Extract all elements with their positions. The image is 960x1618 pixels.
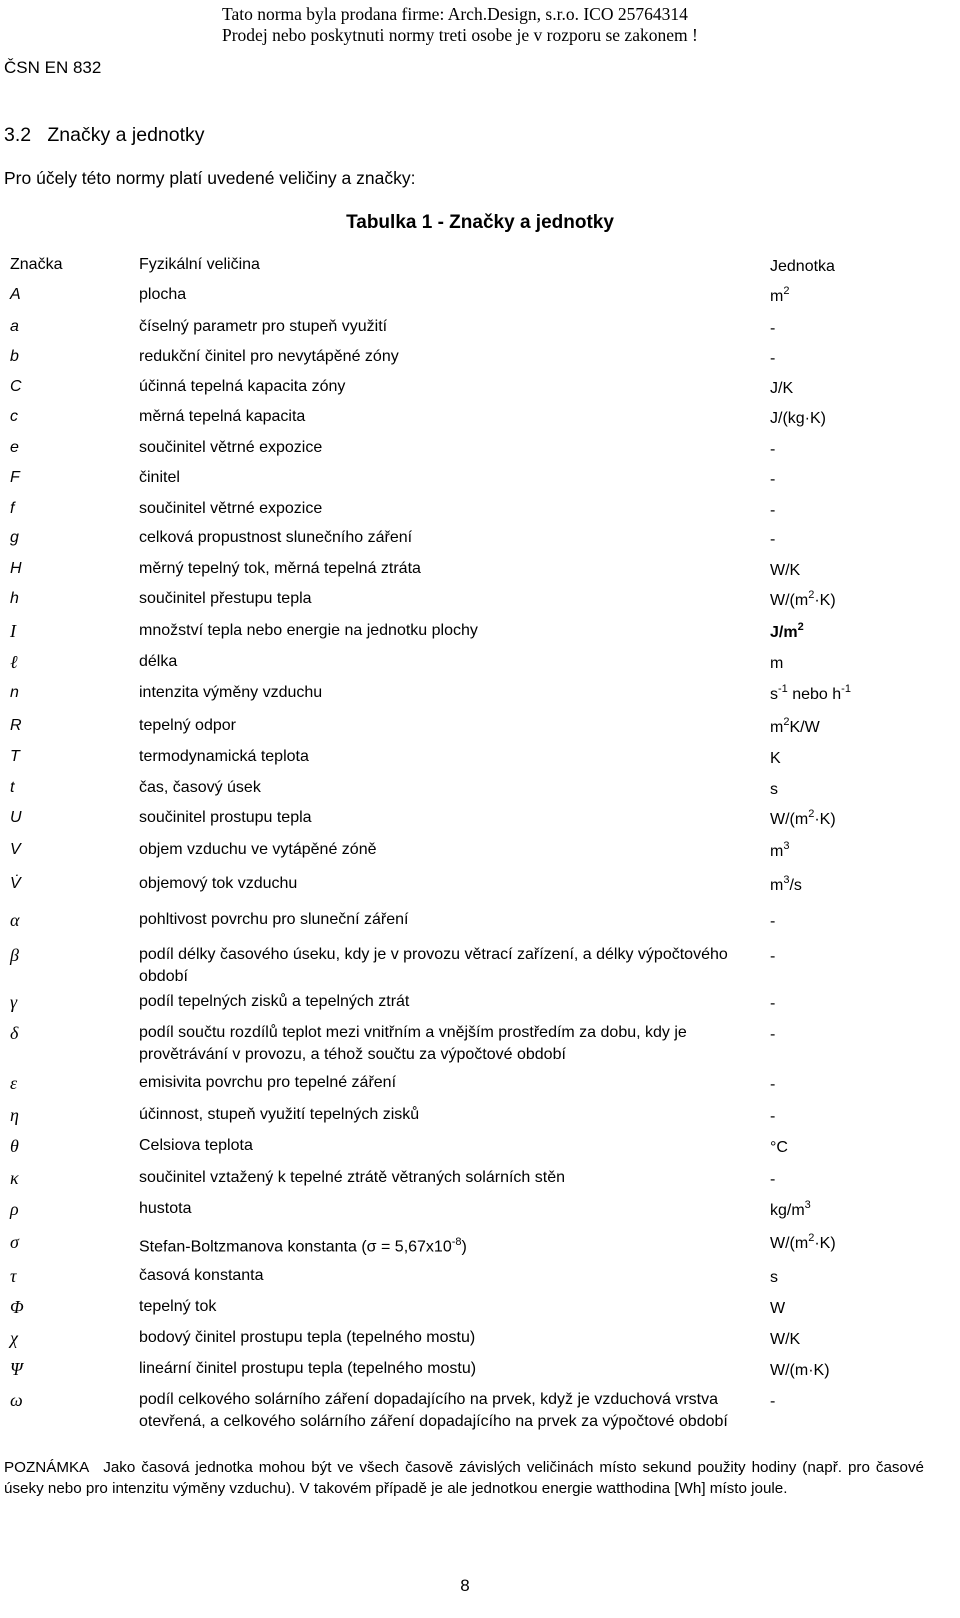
row-quantity <box>139 746 779 768</box>
quantity-text: podíl tepelných zisků a tepelných ztrát <box>139 993 410 1010</box>
row-unit <box>770 1137 940 1159</box>
row-unit <box>770 560 940 582</box>
row-quantity <box>139 1135 779 1157</box>
row-symbol: n <box>10 684 19 701</box>
row-quantity <box>139 1072 779 1094</box>
row-unit <box>770 348 940 370</box>
unit-text: - <box>770 441 776 458</box>
unit-text-after: ·K) <box>814 1235 836 1252</box>
unit-text: - <box>770 1026 776 1043</box>
row-symbol: U <box>10 809 22 826</box>
row-unit <box>770 1233 940 1255</box>
unit-text-after: nebo h <box>787 686 842 703</box>
row-symbol: b <box>10 348 19 365</box>
unit-text: W/(m·K) <box>770 1362 830 1379</box>
quantity-text: časová konstanta <box>139 1267 264 1284</box>
quantity-text: účinná tepelná kapacita zóny <box>139 378 346 395</box>
row-unit <box>770 1106 940 1128</box>
row-unit <box>770 946 940 968</box>
unit-superscript: 2 <box>808 589 815 601</box>
row-unit <box>770 911 940 933</box>
row-quantity <box>139 991 779 1013</box>
row-symbol: κ <box>10 1168 19 1188</box>
row-quantity <box>139 1198 779 1220</box>
quantity-text: podíl délky časového úseku, kdy je v provozu větrací zařízení, a délky výpočtového období <box>139 946 728 985</box>
row-symbol: δ <box>10 1023 19 1043</box>
unit-superscript: 2 <box>783 285 790 297</box>
unit-text: J/K <box>770 380 794 397</box>
unit-text: m <box>770 843 784 860</box>
row-quantity <box>139 1358 779 1380</box>
unit-text: W/(m <box>770 811 809 828</box>
row-quantity <box>139 873 779 895</box>
row-unit <box>770 622 940 644</box>
row-quantity <box>139 437 779 459</box>
unit-text: - <box>770 1076 776 1093</box>
row-quantity <box>139 527 779 549</box>
section-title: 3.2 Značky a jednotky <box>4 124 205 146</box>
row-unit <box>770 779 940 801</box>
row-quantity <box>139 498 779 520</box>
row-quantity <box>139 909 779 931</box>
quantity-text: podíl celkového solárního záření dopadajícího na prvek, když je vzduchová vrstva otevřená, a celkového solárního záření dopadajícího na prvek za výpočtové období <box>139 1391 728 1430</box>
row-unit <box>770 318 940 340</box>
watermark-line-1: Tato norma byla prodana firme: Arch.Design, s.r.o. ICO 25764314 <box>222 4 688 24</box>
unit-superscript: 3 <box>783 874 790 886</box>
quantity-superscript: -8 <box>451 1236 462 1248</box>
quantity-text: měrný tepelný tok, měrná tepelná ztráta <box>139 560 421 577</box>
quantity-text: termodynamická teplota <box>139 748 309 765</box>
row-symbol: h <box>10 590 19 607</box>
unit-superscript: 2 <box>783 716 790 728</box>
row-symbol: ℓ <box>10 652 18 672</box>
quantity-text: celková propustnost slunečního záření <box>139 529 413 546</box>
row-unit <box>770 1298 940 1320</box>
row-unit <box>770 717 940 739</box>
row-quantity <box>139 284 779 306</box>
unit-text: - <box>770 948 776 965</box>
unit-text: - <box>770 913 776 930</box>
page-number: 8 <box>460 1576 470 1595</box>
quantity-text: čas, časový úsek <box>139 779 261 796</box>
row-symbol: e <box>10 439 19 456</box>
row-quantity <box>139 620 779 642</box>
row-quantity <box>139 944 779 988</box>
unit-text: - <box>770 995 776 1012</box>
unit-text: s <box>770 1269 778 1286</box>
row-symbol: I <box>10 621 16 641</box>
intro-text: Pro účely této normy platí uvedené veličiny a značky: <box>4 168 416 188</box>
row-quantity <box>139 1296 779 1318</box>
row-unit <box>770 1169 940 1191</box>
unit-text: m <box>770 288 784 305</box>
row-symbol: χ <box>10 1328 18 1348</box>
unit-text: K <box>770 750 781 767</box>
row-symbol: A <box>10 286 21 303</box>
row-quantity <box>139 467 779 489</box>
row-quantity <box>139 682 779 704</box>
row-symbol: α <box>10 910 20 930</box>
note-text: Jako časová jednotka mohou být ve všech časově závislých veličinách místo sekund použity hodiny (např. pro časové úseky nebo pro intenzitu výměny vzduchu). V takovém případě je ale jednotkou energie watthodina [Wh] místo joule. <box>4 1459 924 1497</box>
row-symbol: F <box>10 469 20 486</box>
row-symbol: ρ <box>10 1199 19 1219</box>
row-quantity <box>139 376 779 398</box>
row-unit <box>770 1329 940 1351</box>
row-quantity <box>139 807 779 829</box>
unit-text: kg/m <box>770 1202 805 1219</box>
unit-text-after: ·K) <box>814 811 836 828</box>
quantity-text: měrná tepelná kapacita <box>139 408 306 425</box>
row-symbol: c <box>10 408 18 425</box>
row-symbol: Ψ <box>10 1359 23 1379</box>
unit-text: - <box>770 1171 776 1188</box>
row-symbol: C <box>10 378 22 395</box>
unit-text: - <box>770 531 776 548</box>
quantity-text: součinitel prostupu tepla <box>139 809 312 826</box>
quantity-text: číselný parametr pro stupeň využití <box>139 318 388 335</box>
unit-text: - <box>770 1108 776 1125</box>
row-unit <box>770 1360 940 1382</box>
row-symbol: V̇ <box>10 875 21 892</box>
row-quantity <box>139 1104 779 1126</box>
quantity-text: objemový tok vzduchu <box>139 875 298 892</box>
row-unit <box>770 1267 940 1289</box>
quantity-text: lineární činitel prostupu tepla (tepelného mostu) <box>139 1360 477 1377</box>
row-unit <box>770 1074 940 1096</box>
row-unit <box>770 993 940 1015</box>
quantity-text: součinitel větrné expozice <box>139 500 323 517</box>
row-symbol: H <box>10 560 22 577</box>
unit-text: m <box>770 877 784 894</box>
row-unit <box>770 500 940 522</box>
row-unit <box>770 653 940 675</box>
row-unit <box>770 590 940 612</box>
row-unit <box>770 684 940 706</box>
row-quantity <box>139 777 779 799</box>
unit-text: W <box>770 1300 786 1317</box>
unit-text: - <box>770 1393 776 1410</box>
quantity-text: Stefan-Boltzmanova konstanta (σ = 5,67x10 <box>139 1238 452 1256</box>
quantity-text-after: ) <box>461 1238 467 1256</box>
row-symbol: R <box>10 717 22 734</box>
unit-superscript: 2 <box>797 621 804 633</box>
row-unit <box>770 1200 940 1222</box>
unit-superscript: -1 <box>841 683 851 695</box>
row-unit <box>770 378 940 400</box>
quantity-text: činitel <box>139 469 180 486</box>
quantity-text: součinitel větrné expozice <box>139 439 323 456</box>
quantity-text: délka <box>139 653 178 670</box>
unit-text-after: K/W <box>789 719 820 736</box>
unit-text: J/m <box>770 624 798 641</box>
unit-text: s <box>770 686 778 703</box>
quantity-text: tepelný odpor <box>139 717 236 734</box>
note <box>4 1457 924 1499</box>
header-symbol: Značka <box>10 256 63 273</box>
quantity-text: intenzita výměny vzduchu <box>139 684 323 701</box>
quantity-text: redukční činitel pro nevytápěné zóny <box>139 348 399 365</box>
row-quantity <box>139 1231 779 1258</box>
row-quantity <box>139 316 779 338</box>
quantity-text: množství tepla nebo energie na jednotku plochy <box>139 622 478 639</box>
row-unit <box>770 809 940 831</box>
row-symbol: σ <box>10 1232 19 1252</box>
unit-text: W/(m <box>770 592 809 609</box>
unit-text: m <box>770 655 784 672</box>
quantity-text: pohltivost povrchu pro sluneční záření <box>139 911 409 928</box>
unit-superscript: 3 <box>783 840 790 852</box>
row-quantity <box>139 1389 779 1433</box>
row-symbol: g <box>10 529 19 546</box>
row-symbol: θ <box>10 1136 19 1156</box>
row-unit <box>770 1391 940 1413</box>
row-quantity <box>139 1265 779 1287</box>
row-quantity <box>139 1022 779 1066</box>
row-unit <box>770 286 940 308</box>
row-symbol: ε <box>10 1073 18 1093</box>
watermark <box>222 4 942 46</box>
unit-text: W/K <box>770 1331 801 1348</box>
header-unit: Jednotka <box>770 258 835 275</box>
unit-superscript: 3 <box>804 1199 811 1211</box>
row-unit <box>770 841 940 863</box>
standard-id: ČSN EN 832 <box>4 58 102 77</box>
unit-text: s <box>770 781 778 798</box>
quantity-text: součinitel přestupu tepla <box>139 590 312 607</box>
watermark-line-2: Prodej nebo poskytnuti normy treti osobe je v rozporu se zakonem ! <box>222 25 698 45</box>
unit-text: m <box>770 719 784 736</box>
row-symbol: a <box>10 318 19 335</box>
row-quantity <box>139 1167 779 1189</box>
row-quantity <box>139 588 779 610</box>
row-quantity <box>139 346 779 368</box>
row-quantity <box>139 406 779 428</box>
unit-text: J/(kg·K) <box>770 410 826 427</box>
row-quantity <box>139 715 779 737</box>
row-unit <box>770 469 940 491</box>
row-symbol: ω <box>10 1390 23 1410</box>
quantity-text: hustota <box>139 1200 192 1217</box>
row-symbol: T <box>10 748 20 765</box>
row-symbol: τ <box>10 1266 17 1286</box>
row-quantity <box>139 558 779 580</box>
row-symbol: t <box>10 779 15 796</box>
unit-superscript: 2 <box>808 1232 815 1244</box>
unit-text: - <box>770 502 776 519</box>
unit-text: °C <box>770 1139 788 1156</box>
row-unit <box>770 875 940 897</box>
row-unit <box>770 529 940 551</box>
quantity-text: emisivita povrchu pro tepelné záření <box>139 1074 397 1091</box>
quantity-text: tepelný tok <box>139 1298 217 1315</box>
row-quantity <box>139 651 779 673</box>
quantity-text: bodový činitel prostupu tepla (tepelného mostu) <box>139 1329 476 1346</box>
row-symbol: β <box>10 945 19 965</box>
row-symbol: Φ <box>10 1297 24 1317</box>
row-unit <box>770 1024 940 1046</box>
row-unit <box>770 408 940 430</box>
unit-text: - <box>770 320 776 337</box>
row-symbol: η <box>10 1105 19 1125</box>
unit-text-after: /s <box>789 877 802 894</box>
quantity-text: objem vzduchu ve vytápěné zóně <box>139 841 377 858</box>
quantity-text: účinnost, stupeň využití tepelných zisků <box>139 1106 420 1123</box>
header-quantity: Fyzikální veličina <box>139 256 260 273</box>
row-symbol: f <box>10 500 15 517</box>
row-unit <box>770 439 940 461</box>
unit-text: - <box>770 350 776 367</box>
quantity-text: plocha <box>139 286 187 303</box>
unit-text: - <box>770 471 776 488</box>
note-label: POZNÁMKA <box>4 1459 90 1476</box>
unit-superscript: 2 <box>808 808 815 820</box>
quantity-text: podíl součtu rozdílů teplot mezi vnitřním a vnějším prostředím za dobu, kdy je provětrávání v provozu, a téhož součtu za výpočtové období <box>139 1024 687 1063</box>
table-caption: Tabulka 1 - Značky a jednotky <box>346 212 614 233</box>
row-unit <box>770 748 940 770</box>
unit-text-after: ·K) <box>814 592 836 609</box>
unit-text: W/(m <box>770 1235 809 1252</box>
row-quantity <box>139 839 779 861</box>
quantity-text: součinitel vztažený k tepelné ztrátě větraných solárních stěn <box>139 1169 565 1186</box>
unit-text: W/K <box>770 562 801 579</box>
unit-superscript: -1 <box>778 683 788 695</box>
row-quantity <box>139 1327 779 1349</box>
quantity-text: Celsiova teplota <box>139 1137 253 1154</box>
row-symbol: γ <box>10 992 18 1012</box>
row-symbol: V <box>10 841 21 858</box>
